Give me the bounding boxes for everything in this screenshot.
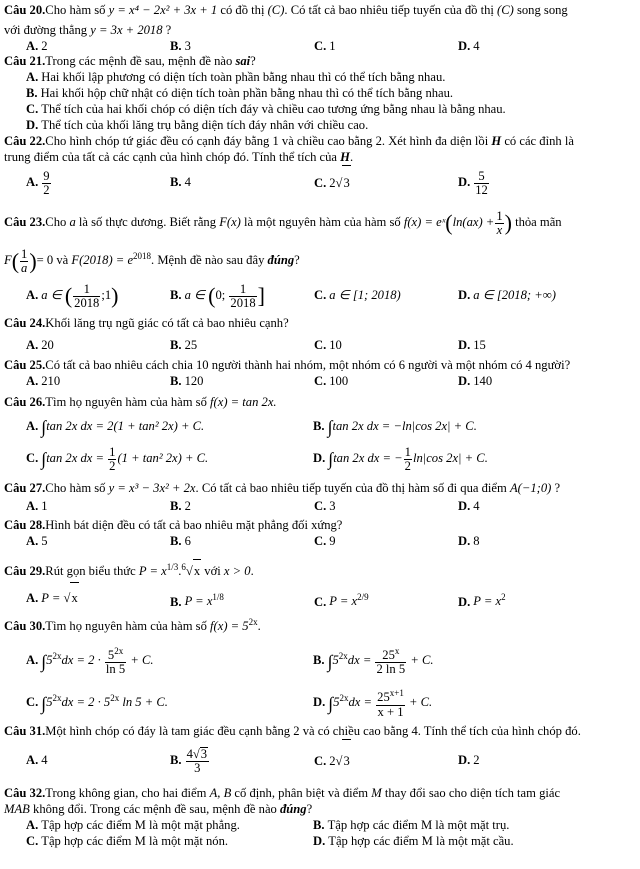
option-d[interactable]: D. $P = x^2$ <box>458 592 506 609</box>
question-25: Câu 25.Có tất cả bao nhiêu cách chia 10 người thành hai nhóm, một nhóm có 6 người và một nhóm có 4 người? A. 210 B. 120 C. 100 D. 140 <box>4 357 636 390</box>
line-expr: y = 3x + 2018 <box>90 23 163 37</box>
question-23: Câu 23.Cho a là số thực dương. Biết rằng F(x) là một nguyên hàm của hàm số f(x) = eˣ(ln(ax) + $\frac{1}{x}$ ) thỏa mãn F( $\frac{1}{a}$ )= 0 và $F(2018) = e^{2018}$. Mệnh đề nào sau đây đúng? A. a ∈ ( $\frac{1}{2018}$ ;1) B. a ∈ (0; $\frac{1}{2018}$ ] C. a ∈ [1; 2018) D. a ∈ [2018; +∞) <box>4 205 636 313</box>
stem-text: Trong các mệnh đề sau, mệnh đề nào <box>45 54 236 68</box>
question-21: Câu 21.Trong các mệnh đề sau, mệnh đề nào sai? A. Hai khối lập phương có diện tích toàn phần bằng nhau thì có thể tích bằng nhau. B. Hai khối hộp chữ nhật có diện tích toàn phần bằng nhau thì có thể tích bằng nhau. C. Thể tích của hai khối chóp có diện tích đáy và chiều cao tương ứng bằng nhau là bằng nhau. D. Thể tích của khối lăng trụ bằng diện tích đáy nhân với chiều cao. <box>4 53 636 133</box>
question-label: Câu 29. <box>4 564 46 579</box>
option-b[interactable]: B. 120 <box>170 374 204 389</box>
stem-text: Cho hình chóp tứ giác đều có cạnh đáy bằng 1 và chiều cao bằng 2. Xét hình đa diện lồi <box>45 134 492 148</box>
option-c[interactable]: C. 1 <box>314 39 336 53</box>
option-d[interactable]: D. a ∈ [2018; +∞) <box>458 288 556 303</box>
options-row <box>4 331 636 355</box>
stem-text: song song <box>513 3 568 17</box>
fraction: $\frac{1}{2}$ <box>109 444 116 473</box>
option-a[interactable]: A. a ∈ ( $\frac{1}{2018}$ ;1) <box>26 281 119 310</box>
option-b[interactable]: B. $\int 5^{2x}dx$ = $\frac{25^x}{2 \ln 5}$ + C. <box>313 646 434 677</box>
options-grid <box>4 412 636 476</box>
function-expr: f(x) = tan 2x. <box>210 395 277 410</box>
question-label: Câu 26. <box>4 395 46 410</box>
question-29: Câu 29.Rút gọn biểu thức $P = x^{1/3}.^6√x$ với x > 0. A. P = √x B. $P = x^{1/8}$ C. $P = x^{2/9}$ D. $P = x^2$ <box>4 556 636 610</box>
option-d[interactable]: D. Thể tích của khối lăng trụ bằng diện tích đáy nhân với chiều cao. <box>26 118 369 132</box>
option-b[interactable]: B. Hai khối hộp chữ nhật có diện tích toàn phần bằng nhau thì có thể tích bằng nhau. <box>26 86 454 100</box>
option-b[interactable]: B. 25 <box>170 338 198 353</box>
options-row <box>4 533 636 550</box>
function-expr: y = x³ − 3x² + 2x <box>108 481 196 496</box>
option-a[interactable]: A. 5 <box>26 534 48 549</box>
option-c[interactable]: C. $P = x^{2/9}$ <box>314 592 369 609</box>
option-a[interactable]: A. 20 <box>26 338 54 353</box>
options-list <box>4 69 636 133</box>
option-b[interactable]: B. $P = x^{1/8}$ <box>170 592 224 609</box>
option-a[interactable]: A. $\int 5^{2x}dx = 2$ · $\frac{5^{2x}}{\ln 5}$ + C. <box>26 646 154 677</box>
option-d[interactable]: D. 2 <box>458 752 480 767</box>
question-22: Câu 22.Cho hình chóp tứ giác đều có cạnh đáy bằng 1 và chiều cao bằng 2. Xét hình đa diện lồi H có các đỉnh là trung điểm của tất cả các cạnh của hình chóp đó. Tính thể tích của H. A. $\frac{9}{2}$ B. 4 C. 2√3 D. $\frac{5}{12}$ <box>4 133 636 199</box>
option-d[interactable]: D. ∫tan 2x dx = − $\frac{1}{2}$ ln|cos 2x| + C. <box>313 444 488 473</box>
integral-icon: ∫ <box>41 650 47 671</box>
option-b[interactable]: B. ∫tan 2x dx = −ln|cos 2x| + C. <box>313 417 477 438</box>
question-label: Câu 23. <box>4 215 46 229</box>
fraction: $\frac{9}{2}$ <box>43 168 50 197</box>
integral-icon: ∫ <box>327 417 333 438</box>
option-c[interactable]: C. 3 <box>314 499 336 514</box>
option-d[interactable]: D. 4 <box>458 499 480 514</box>
option-c[interactable]: C. 2√3 <box>314 739 458 781</box>
option-c[interactable]: C. 2√3 <box>314 165 458 199</box>
option-a[interactable]: A. P = √x <box>26 582 170 610</box>
option-d[interactable]: D. 4 <box>458 39 480 53</box>
option-a[interactable]: A. 4 <box>26 752 48 767</box>
emphasis-word: đúng <box>279 801 307 816</box>
options-row <box>4 739 636 781</box>
question-label: Câu 31. <box>4 723 46 738</box>
stem-text: trung điểm của tất cả các cạnh của hình chóp đó. Tính thể tích của <box>4 150 341 164</box>
antiderivative-symbol: F(x) <box>219 215 241 229</box>
options-row <box>4 277 636 313</box>
option-b[interactable]: B. 6 <box>170 534 191 549</box>
integral-icon: ∫ <box>328 693 334 714</box>
option-a[interactable]: A. Tập hợp các điểm M là một mặt phẳng. <box>26 817 240 832</box>
fraction: $\frac{1}{2018}$ <box>230 281 256 310</box>
function-expr: f(x) = eˣ <box>403 215 446 229</box>
options-grid <box>4 637 636 721</box>
options-row <box>4 373 636 390</box>
stem-text: Cho hàm số <box>45 3 109 17</box>
fraction: $\frac{4√3}{3}$ <box>186 747 208 776</box>
options-row <box>4 165 636 199</box>
fraction: $\frac{1}{a}$ <box>21 246 28 275</box>
option-a[interactable]: A. ∫tan 2x dx = 2(1 + tan² 2x) + C. <box>26 417 205 438</box>
option-b[interactable]: B. 3 <box>170 39 191 53</box>
question-label: Câu 25. <box>4 358 46 373</box>
question-24: Câu 24.Khối lăng trụ ngũ giác có tất cả bao nhiêu cạnh? A. 20 B. 25 C. 10 D. 15 <box>4 315 636 355</box>
option-b[interactable]: B. Tập hợp các điểm M là một mặt trụ. <box>313 817 510 832</box>
option-d[interactable]: D. 8 <box>458 534 480 549</box>
option-a[interactable]: A. Hai khối lập phương có diện tích toàn phần bằng nhau thì có thể tích bằng nhau. <box>26 70 446 84</box>
stem-text: với đường thẳng <box>4 23 91 37</box>
question-label: Câu 32. <box>4 785 46 800</box>
question-32: Câu 32.Trong không gian, cho hai điểm A, B cố định, phân biệt và điểm M thay đổi sao cho diện tích tam giác MAB không đổi. Trong các mệnh đề sau, mệnh đề nào đúng? A. Tập hợp các điểm M là một mặt phẳng. B. Tập hợp các điểm M là một mặt trụ. C. Tập hợp các điểm M là một mặt nón. D. Tập hợp các điểm M là một mặt cầu. <box>4 785 636 849</box>
option-d[interactable]: D. $\int 5^{2x}dx$ = $\frac{25^{x+1}}{x + 1}$ + C. <box>313 688 433 719</box>
integral-icon: ∫ <box>41 449 47 470</box>
polyhedron-symbol: H <box>340 150 350 164</box>
option-b[interactable]: B. 2 <box>170 499 191 514</box>
point-a: A(−1;0) <box>509 481 552 496</box>
graph-symbol: (C) <box>497 3 514 17</box>
option-c[interactable]: C. a ∈ [1; 2018) <box>314 288 401 303</box>
option-a[interactable]: A. 1 <box>26 499 48 514</box>
integral-icon: ∫ <box>327 650 333 671</box>
question-26: Câu 26.Tìm họ nguyên hàm của hàm số f(x) = tan 2x. A. ∫tan 2x dx = 2(1 + tan² 2x) + C. B. ∫tan 2x dx = −ln|cos 2x| + C. C. ∫tan 2x dx = $\frac{1}{2}$ (1 + tan² 2x) + C. D. ∫tan 2x dx = − $\frac{1}{2}$ ln|cos 2x| + C. <box>4 392 636 476</box>
variable-a: a <box>69 215 76 229</box>
question-label: Câu 22. <box>4 134 46 148</box>
question-30: Câu 30.Tìm họ nguyên hàm của hàm số $f(x) = 5^{2x}$. A. $\int 5^{2x}dx = 2$ · $\frac{5^{2x}}{\ln 5}$ + C. B. $\int 5^{2x}dx$ = $\frac{25^x}{2 \ln 5}$ + C. C. $\int 5^{2x}dx = 2 \cdot 5^{2x}$ ln 5 + C. D. $\int 5^{2x}dx$ = $\frac{25^{x+1}}{x + 1}$ + C. <box>4 612 636 721</box>
question-label: Câu 21. <box>4 54 46 68</box>
polyhedron-symbol: H <box>491 134 502 148</box>
fraction: $\frac{1}{2018}$ <box>74 281 100 310</box>
question-31: Câu 31.Một hình chóp có đáy là tam giác đều cạnh bằng 2 và có chiều cao bằng 4. Tính thể tích của hình chóp đó. A. 4 B. $\frac{4√3}{3}$ C. 2√3 D. 2 <box>4 723 636 781</box>
option-c[interactable]: C. 100 <box>314 374 349 389</box>
question-28: Câu 28.Hình bát diện đều có tất cả bao nhiêu mặt phẳng đối xứng? A. 5 B. 6 C. 9 D. 8 <box>4 517 636 550</box>
options-grid <box>4 817 636 849</box>
option-d[interactable]: D. 140 <box>458 374 493 389</box>
graph-symbol: (C) <box>267 3 285 17</box>
option-c[interactable]: C. Thể tích của hai khối chóp có diện tích đáy và chiều cao tương ứng bằng nhau là bằng nhau. <box>26 102 506 116</box>
question-label: Câu 20. <box>4 3 46 17</box>
stem-text: . Có tất cả bao nhiêu tiếp tuyến của đồ thị <box>284 3 498 17</box>
question-label: Câu 30. <box>4 619 46 634</box>
option-c[interactable]: C. 10 <box>314 338 342 353</box>
integral-icon: ∫ <box>328 449 334 470</box>
function-expr: y = x⁴ − 2x² + 3x + 1 <box>108 3 218 17</box>
question-label: Câu 24. <box>4 316 46 331</box>
option-a[interactable]: A. 210 <box>26 374 61 389</box>
question-label: Câu 27. <box>4 481 46 496</box>
option-c[interactable]: C. 9 <box>314 534 336 549</box>
emphasis-word: sai <box>235 54 251 68</box>
question-label: Câu 28. <box>4 518 46 533</box>
fraction: $\frac{25^{x+1}}{x + 1}$ <box>377 688 404 719</box>
fraction: $\frac{5^{2x}}{\ln 5}$ <box>105 646 126 677</box>
integral-icon: ∫ <box>41 417 47 438</box>
fraction: $\frac{1}{x}$ <box>496 208 503 237</box>
options-row <box>4 582 636 610</box>
fraction: $\frac{25^x}{2 \ln 5}$ <box>376 646 406 677</box>
question-27: Câu 27.Cho hàm số y = x³ − 3x² + 2x. Có tất cả bao nhiêu tiếp tuyến của đồ thị hàm số đi qua điểm A(−1;0) ? A. 1 B. 2 C. 3 D. 4 <box>4 478 636 515</box>
option-c[interactable]: C. ∫tan 2x dx = $\frac{1}{2}$ (1 + tan² 2x) + C. <box>26 444 209 473</box>
option-b[interactable]: B. $\frac{4√3}{3}$ <box>170 747 208 776</box>
question-20 <box>4 2 636 55</box>
integral-icon: ∫ <box>41 693 47 714</box>
option-c[interactable]: C. Tập hợp các điểm M là một mặt nón. <box>26 833 229 848</box>
stem-text: ? <box>162 23 172 37</box>
option-b[interactable]: B. 4 <box>170 175 191 189</box>
option-a[interactable]: A. 2 <box>26 39 48 53</box>
fraction: $\frac{5}{12}$ <box>475 168 488 197</box>
option-d[interactable]: D. $\frac{5}{12}$ <box>458 168 488 197</box>
option-b[interactable]: B. a ∈ (0; $\frac{1}{2018}$ ] <box>170 281 265 310</box>
option-d[interactable]: D. 15 <box>458 338 486 353</box>
stem-text: có đồ thị <box>217 3 268 17</box>
option-d[interactable]: D. Tập hợp các điểm M là một mặt cầu. <box>313 833 514 848</box>
option-c[interactable]: C. $\int 5^{2x}dx = 2 \cdot 5^{2x}$ ln 5 + C. <box>26 692 168 714</box>
emphasis-word: đúng <box>267 253 295 268</box>
options-row <box>4 498 636 515</box>
option-a[interactable]: A. $\frac{9}{2}$ <box>26 168 50 197</box>
fraction: $\frac{1}{2}$ <box>404 444 411 473</box>
